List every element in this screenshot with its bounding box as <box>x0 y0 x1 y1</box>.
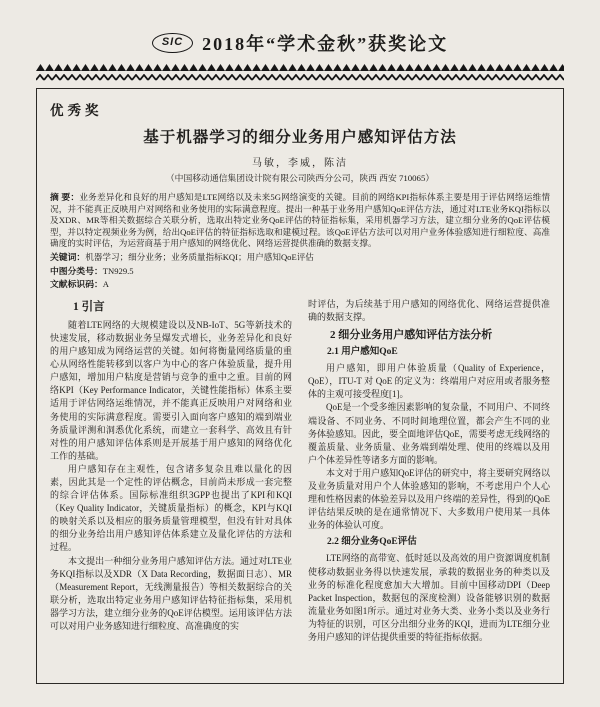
clc-number <box>50 266 550 278</box>
keywords-text: 机器学习；细分业务；业务质量指标KQI；用户感知QoE评估 <box>85 251 314 262</box>
authors: 马敏，李威，陈洁 <box>252 158 348 169</box>
paragraph-continuation: 时评估，为后续基于用户感知的网络优化、网络运营提供准确的数据支撑。 <box>308 298 550 322</box>
document-code-value: A <box>102 279 110 290</box>
journal-banner-title: 2018年“学术金秋”获奖论文 <box>202 34 449 54</box>
two-column-body <box>50 298 550 644</box>
document-code-label: 文献标识码： <box>50 279 103 290</box>
clc-label: 中图分类号： <box>50 265 103 276</box>
zigzag-divider-bottom <box>36 74 564 81</box>
section-2-heading: 2 细分业务用户感知评估方法分析 <box>330 328 493 341</box>
paragraph: 用户感知，即用户体验质量（Quality of Experience，QoE），ITU-T 对 QoE 的定义为：终端用户对应用或者服务整体的主观可接受程度[1]。 <box>308 363 550 400</box>
abstract-text: 业务差异化和良好的用户感知是LTE网络以及未来5G网络演变的关键。目前的网络KPI指标体系主要是用于评估网络运维情况，并不能真正反映用户对网络和业务使用的实际满意程度。提出一种基于业务用户感知QoE评估方法，通过对LTE业务KQI指标以及XDR、MR等相关数据综合关联分析，选取出特定业务QoE评估的特征指标集，采用机器学习方法，建立细分业务的QoE评估模型，并以特定视频业务为例，给出QoE评估的特征指标选取和建模过程。该QoE评估方法可以对用户业务体验感知进行细粒度、高准确度的实时评估，为运营商基于用户感知的网络优化、网络运营提供准确的数据支撑。 <box>50 192 550 249</box>
paragraph: 本文提出一种细分业务用户感知评估方法。通过对LTE业务KQI指标以及XDR（X Data Recording，数据面日志）、MR（Measurement Report，无线测量报告）等相关数据综合的关联分析，选取出特定业务用户感知评估特征指标集，采用机器学习方法，建立细分业务的QoE评估模型。运用该评估方法可以对用户业务感知进行细粒度、高准确度的实 <box>50 555 292 631</box>
paper-frame <box>36 88 564 684</box>
paragraph: 用户感知存在主观性，包含诸多复杂且难以量化的因素，因此其是一个定性的评估概念，目前尚未形成一套完整的综合评估体系。国际标准组织3GPP也提出了KPI和KQI（Key Quality Indicator，关键质量指标）的概念，KPI与KQI的映射关系以及相应的服务质量管理模型，但没有针对具体的细分业务给出用户感知评估体系建立及量化评估的方法和过程。 <box>50 463 292 553</box>
section-2-2-heading: 2.2 细分业务QoE评估 <box>327 537 417 548</box>
paragraph: 随着LTE网络的大规模建设以及NB-IoT、5G等新技术的快速发展，移动数据业务呈爆发式增长，业务差异化和良好的用户感知成为网络运营的关键。如何将衡量网络质量的重心从网络性能转移到以客户为中心的客户体验质量，提升用户感知，增加用户粘度是营销与竞争的重中之重。目前的网络KPI（Key Performance Indicator，关键性能指标）体系主要适用于评估网络运维情况，并不能真正反映用户对网络和业务使用的实际满意程度。需要引入面向客户感知的端到端业务质量评测和洞悉优化系统，而建立一套科学、高效且有针对性的用户感知评估体系则是开展基于用户感知的网络优化工作的基础。 <box>50 319 292 461</box>
zigzag-divider-top <box>36 63 564 72</box>
paper-title: 基于机器学习的细分业务用户感知评估方法 <box>143 129 457 146</box>
keywords <box>50 252 550 264</box>
abstract-label: 摘 要： <box>50 192 80 202</box>
award-label: 优秀奖 <box>50 103 103 118</box>
journal-logo: SIC <box>152 33 193 53</box>
affiliation: （中国移动通信集团设计院有限公司陕西分公司，陕西 西安 710065） <box>165 173 435 183</box>
abstract <box>50 192 550 250</box>
section-2-1-heading: 2.1 用户感知QoE <box>327 347 398 358</box>
column-right <box>308 298 550 644</box>
paragraph: LTE网络的高带宽、低时延以及高效的用户资源调度机制使移动数据业务得以快速发展，承载的数据业务的种类以及业务的标准化程度愈加大大增加。目前中国移动DPI（Deep Packet Inspection，数据包的深度检测）设备能够识别的数据流量业务如图1所示。通过对业务大类、业务小类以及业务行为特征的识别，可区分出细分业务的KQI，进而为LTE细分业务用户感知的评估提供重要的特征指标依据。 <box>308 553 550 642</box>
paragraph: QoE是一个受多维因素影响的复杂量，不同用户、不同终端设备、不同业务、不同时间地理位置，都会产生不同的业务体验感知。因此，要全面地评估QoE，需要考虑无线网络的覆盖质量、业务质量、业务端到端处理、使用的终端以及用户个体差异性等诸多方面的影响。 <box>308 402 550 465</box>
column-left <box>50 298 292 644</box>
journal-banner <box>36 30 564 56</box>
document-code <box>50 279 550 291</box>
section-1-heading: 1 引言 <box>73 300 105 313</box>
paragraph: 本文对于用户感知QoE评估的研究中，将主要研究网络以及业务质量对用户个人体验感知的影响，不考虑用户个人心理和性格因素的体验差异以及用户终端的差异性，得到的QoE评估结果反映的是在通常情况下、大多数用户使用某一具体业务的体验认可度。 <box>308 467 550 531</box>
clc-value: TN929.5 <box>102 265 134 276</box>
keywords-label: 关键词： <box>50 251 86 262</box>
